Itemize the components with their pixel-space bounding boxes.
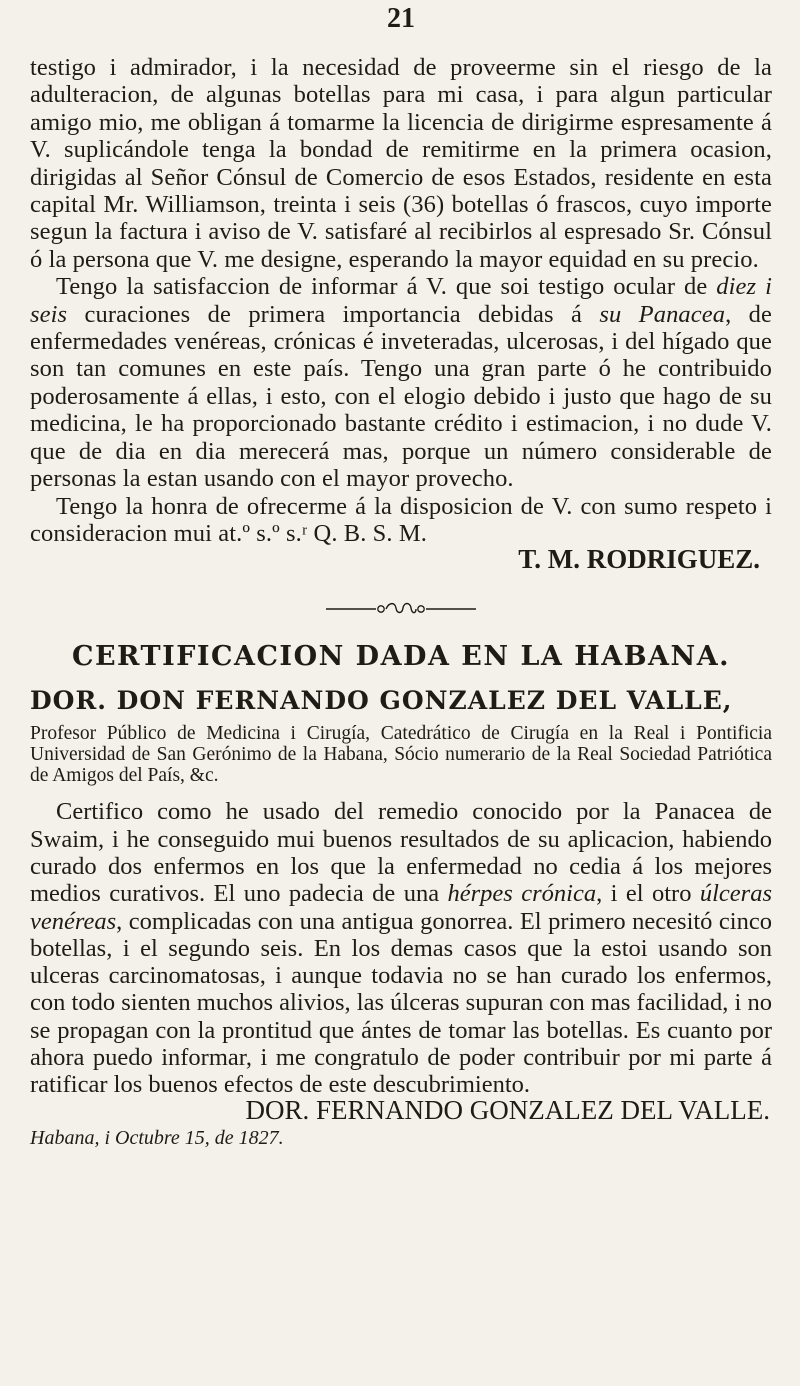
letter-paragraph-2-part-c: , de enfermedades venéreas, crónicas é inveteradas, ulcerosas, i del hígado que son tan comunes en este país. Tengo una gran parte ó he contribuido poderosamente á ellas, i esto, con el elogio debido i justo que hago de su medicina, le ha proporcionado bastante crédito i estimacion, i no dude V. que de dia en dia merecerá mas, porque un número considerable de personas la estan usando con el mayor provecho. (30, 300, 773, 493)
divider-ornament-svg (326, 599, 476, 619)
certificate-credentials: Profesor Público de Medicina i Cirugía, Catedrático de Cirugía en la Real i Pontificia Universidad de San Gerónimo de la Habana, Sócio numerario de la Real Sociedad Patriótica de Amigos del País, &c. (30, 723, 772, 787)
letter-paragraph-2-part-b: curaciones de primera importancia debidas á (67, 300, 600, 328)
certificate-emphasis-ulceras: úlceras venéreas (30, 880, 772, 935)
certificate-paragraph (30, 798, 772, 1098)
certificate-signature: DOR. FERNANDO GONZALEZ DEL VALLE. (245, 1094, 770, 1125)
letter-emphasis-diez-i-seis: diez i seis (30, 273, 772, 328)
letter-paragraph-2-part-a: Tengo la satisfaccion de informar á V. que soi testigo ocular de (56, 273, 717, 301)
page-number: 21 (387, 3, 415, 34)
certificate-body-part-a: Certifico como he usado del remedio conocido por la Panacea de Swaim, i he conseguido mui buenos resultados de su aplicacion, habiendo curado dos enfermos en los que la enfermedad no cedia á los mejores medios curativos. El uno padecia de una (30, 798, 772, 908)
certificate-dateline: Habana, i Octubre 15, de 1827. (30, 1126, 284, 1149)
certificate-body-part-b: , i el otro (596, 880, 700, 908)
certificate-author: DOR. DON FERNANDO GONZALEZ DEL VALLE, (30, 686, 733, 716)
letter-paragraph-3: Tengo la honra de ofrecerme á la disposicion de V. con sumo respeto i consideracion mui at.º s.º s.ʳ Q. B. S. M. (30, 492, 772, 547)
certificate-title: CERTIFICACION DADA EN LA HABANA. (71, 641, 731, 673)
letter-paragraph-1: testigo i admirador, i la necesidad de proveerme sin el riesgo de la adulteracion, de algunas botellas para mi casa, i para algun particular amigo mio, me obligan á tomarme la licencia de dirigirme espresamente á V. suplicándole tenga la bondad de remitirme en la primera ocasion, dirigidas al Señor Cónsul de Comercio de esos Estados, residente en esta capital Mr. Williamson, treinta i seis (36) botellas ó frascos, cuyo importe segun la factura i aviso de V. satisfaré al recibirlos al espresado Sr. Cónsul ó la persona que V. me designe, esperando la mayor equidad en su precio. (30, 54, 772, 273)
certificate-emphasis-herpes: hérpes crónica (447, 880, 597, 908)
letter-paragraph-2 (30, 273, 772, 492)
certificate-text (30, 798, 772, 1098)
letter-signature: T. M. RODRIGUEZ. (518, 544, 760, 575)
letter-emphasis-su-panacea: su Panacea (599, 300, 726, 328)
divider-ornament-icon (30, 599, 772, 619)
certificate-body-part-c: , complicadas con una antigua gonorrea. El primero necesitó cinco botellas, i el segundo seis. En los demas casos que la estoi usando son ulceras carcinomatosas, i aunque todavia no se han curado los enfermos, con todo sienten muchos alivios, las úlceras supuran con mas facilidad, i no se propagan con la prontitud que ántes de tomar las botellas. Es cuanto por ahora puedo informar, i me congratulo de poder contribuir por mi parte á ratificar los buenos efectos de este descubrimiento. (30, 907, 772, 1099)
letter-text (30, 54, 772, 547)
